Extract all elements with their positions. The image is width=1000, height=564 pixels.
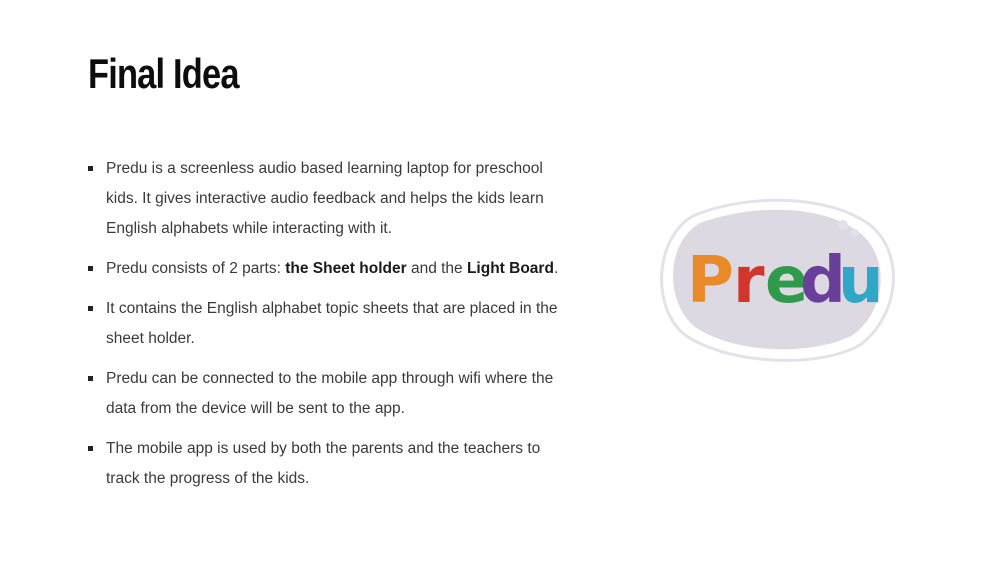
bullet-item (88, 294, 568, 354)
bullet-marker (88, 166, 93, 171)
bullet-marker (88, 306, 93, 311)
bullet-text: Predu consists of 2 parts: (106, 260, 286, 277)
bullet-emphasis: the Sheet holder (285, 260, 407, 277)
logo-letter: d (800, 244, 846, 318)
logo-dot (851, 229, 859, 237)
slide-title: Final Idea (88, 50, 239, 97)
bullet-list (88, 154, 568, 504)
bullet-emphasis: Light Board (466, 260, 554, 277)
bullet-text: and the (406, 260, 467, 277)
predu-logo (655, 195, 900, 365)
bullet-text: . (553, 260, 559, 277)
bullet-marker (88, 376, 93, 381)
logo-letter: u (838, 244, 884, 318)
logo-letter: r (733, 244, 765, 318)
logo-dot (838, 220, 848, 230)
bullet-marker (88, 266, 93, 271)
bullet-item (88, 434, 568, 494)
bullet-text: Predu is a screenless audio based learning laptop for preschool kids. It gives interactive audio feedback and helps the kids learn English alphabets while interacting with it. (106, 160, 544, 237)
bullet-text: Predu can be connected to the mobile app through wifi where the data from the device will be sent to the app. (106, 370, 554, 417)
bullet-marker (88, 446, 93, 451)
bullet-item (88, 364, 568, 424)
bullet-text: The mobile app is used by both the parents and the teachers to track the progress of the kids. (106, 440, 541, 487)
logo-letter: P (687, 244, 734, 318)
logo-wordmark (687, 244, 884, 318)
bullet-text: It contains the English alphabet topic sheets that are placed in the sheet holder. (106, 300, 558, 347)
bullet-item (88, 154, 568, 244)
bullet-item (88, 254, 568, 284)
logo-letter: e (765, 244, 809, 318)
